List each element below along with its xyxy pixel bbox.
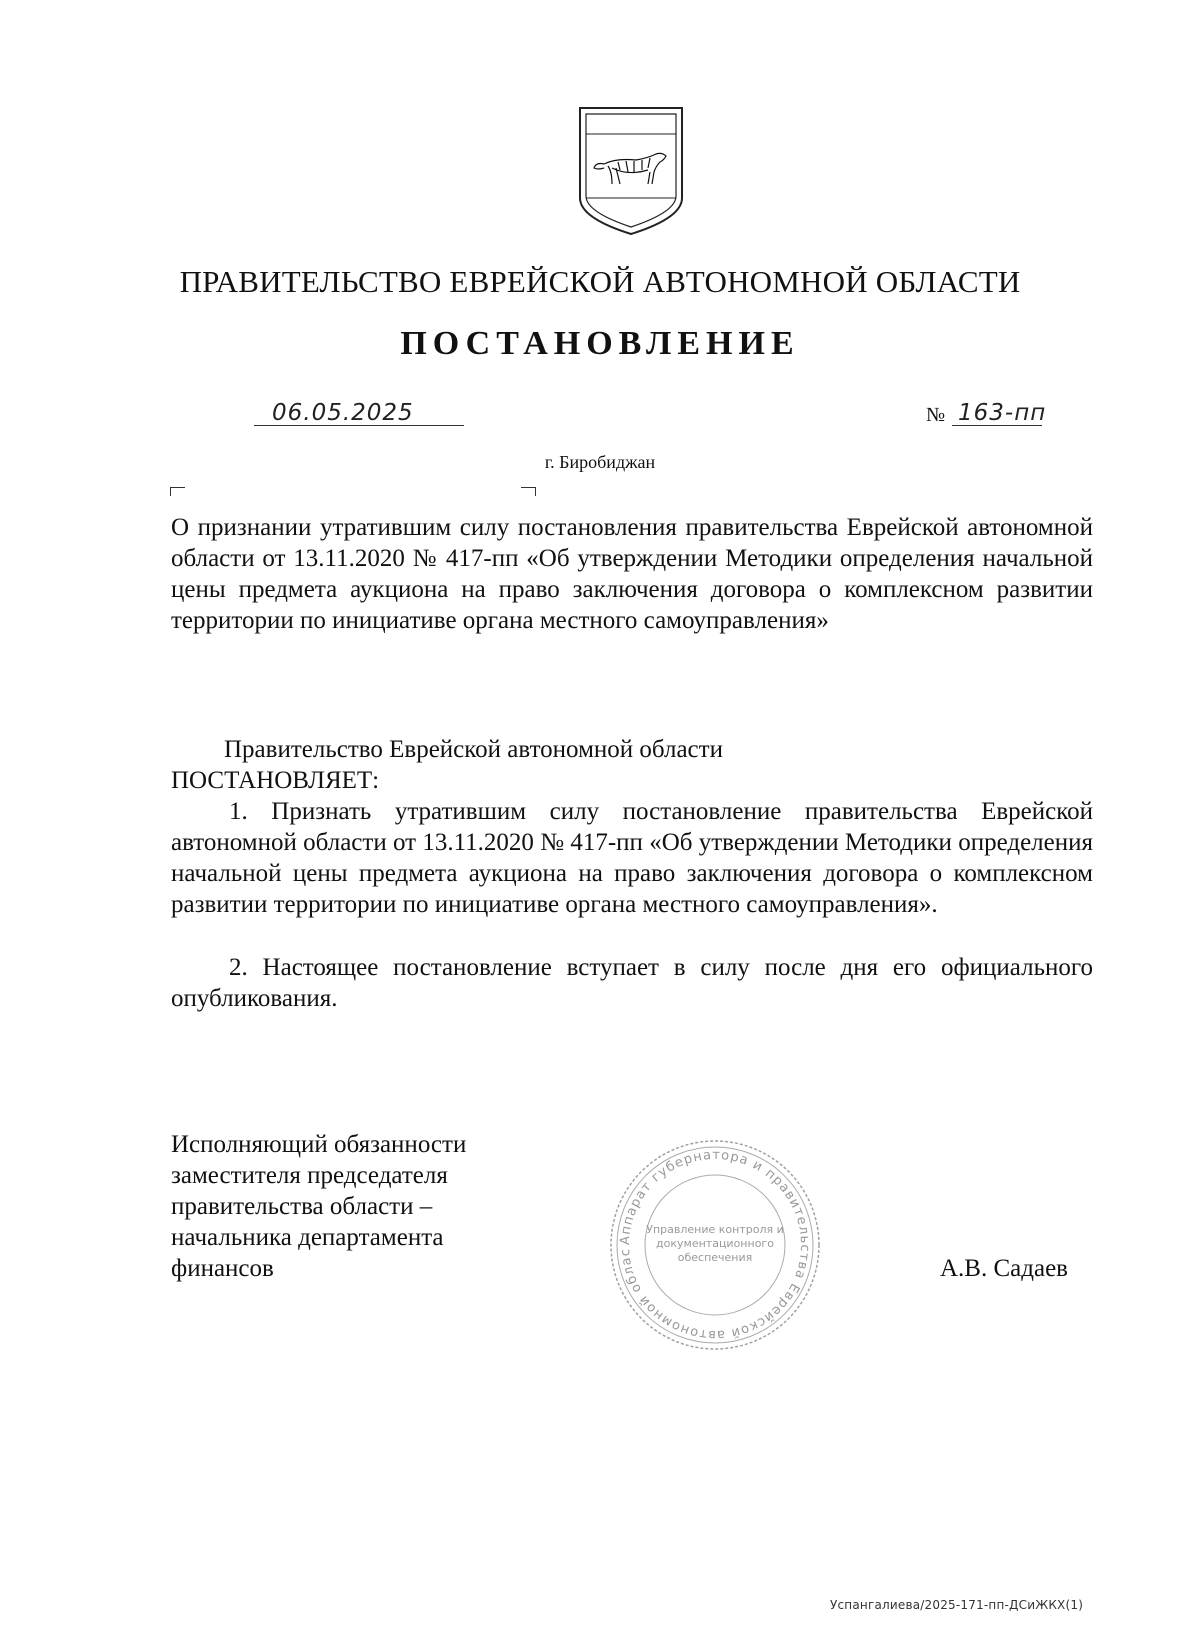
signatory-title-line: заместителя председателя [171,1162,448,1189]
city-name: г. Биробиджан [544,452,656,472]
stamp-outer-text: Аппарат губернатора и правительства Еврейской автономной облас [617,1147,813,1343]
date-underline [254,425,464,426]
official-stamp [608,1138,822,1352]
resolves-text: ПОСТАНОВЛЯЕТ: [171,767,380,794]
signatory-name: А.В. Садаев [940,1255,1068,1282]
number-underline [952,425,1042,426]
document-type-heading: ПОСТАНОВЛЕНИЕ [400,325,800,362]
preamble-text: Правительство Еврейской автономной области [224,736,723,763]
stamp-inner-line: документационного [656,1237,774,1250]
resolution-item: 1. Признать утратившим силу постановление правительства Еврейской автономной области от 13.11.2020 № 417-пп «Об утверждении Методики определения начальной цены предмета аукциона на право заключения договора о комплексном развитии территории по инициативе органа местного самоуправления». [171,798,1093,918]
stamp-seal-icon [608,1138,822,1352]
stamp-inner-line: Управление контроля и [646,1223,784,1236]
government-name-heading: ПРАВИТЕЛЬСТВО ЕВРЕЙСКОЙ АВТОНОМНОЙ ОБЛАСТИ [179,264,1021,299]
document-number: 163-пп [958,400,1047,426]
coat-of-arms-emblem [576,106,686,236]
signatory-title-line: правительства области – [171,1193,433,1220]
signatory-title-line: финансов [171,1255,274,1282]
signatory-title-line: Исполняющий обязанности [171,1131,467,1158]
stamp-inner-line: обеспечения [677,1251,753,1264]
signatory-title-line: начальника департамента [171,1224,444,1251]
signatory-title [171,1129,531,1284]
number-label: № [926,404,946,426]
subject-corner-right [521,487,536,496]
footer-reference: Успангалиева/2025-171-пп-ДСиЖКХ(1) [830,1598,1084,1612]
document-date: 06.05.2025 [272,400,414,426]
document-subject: О признании утратившим силу постановления правительства Еврейской автономной области от 13.11.2020 № 417-пп «Об утверждении Методики определения начальной цены предмета аукциона на право заключения договора о комплексном развитии территории по инициативе органа местного самоуправления» [171,514,1093,634]
resolution-item: 2. Настоящее постановление вступает в силу после дня его официального опубликования. [171,954,1093,1012]
tiger-coat-of-arms-icon [576,106,686,236]
subject-corner-left [170,487,185,496]
